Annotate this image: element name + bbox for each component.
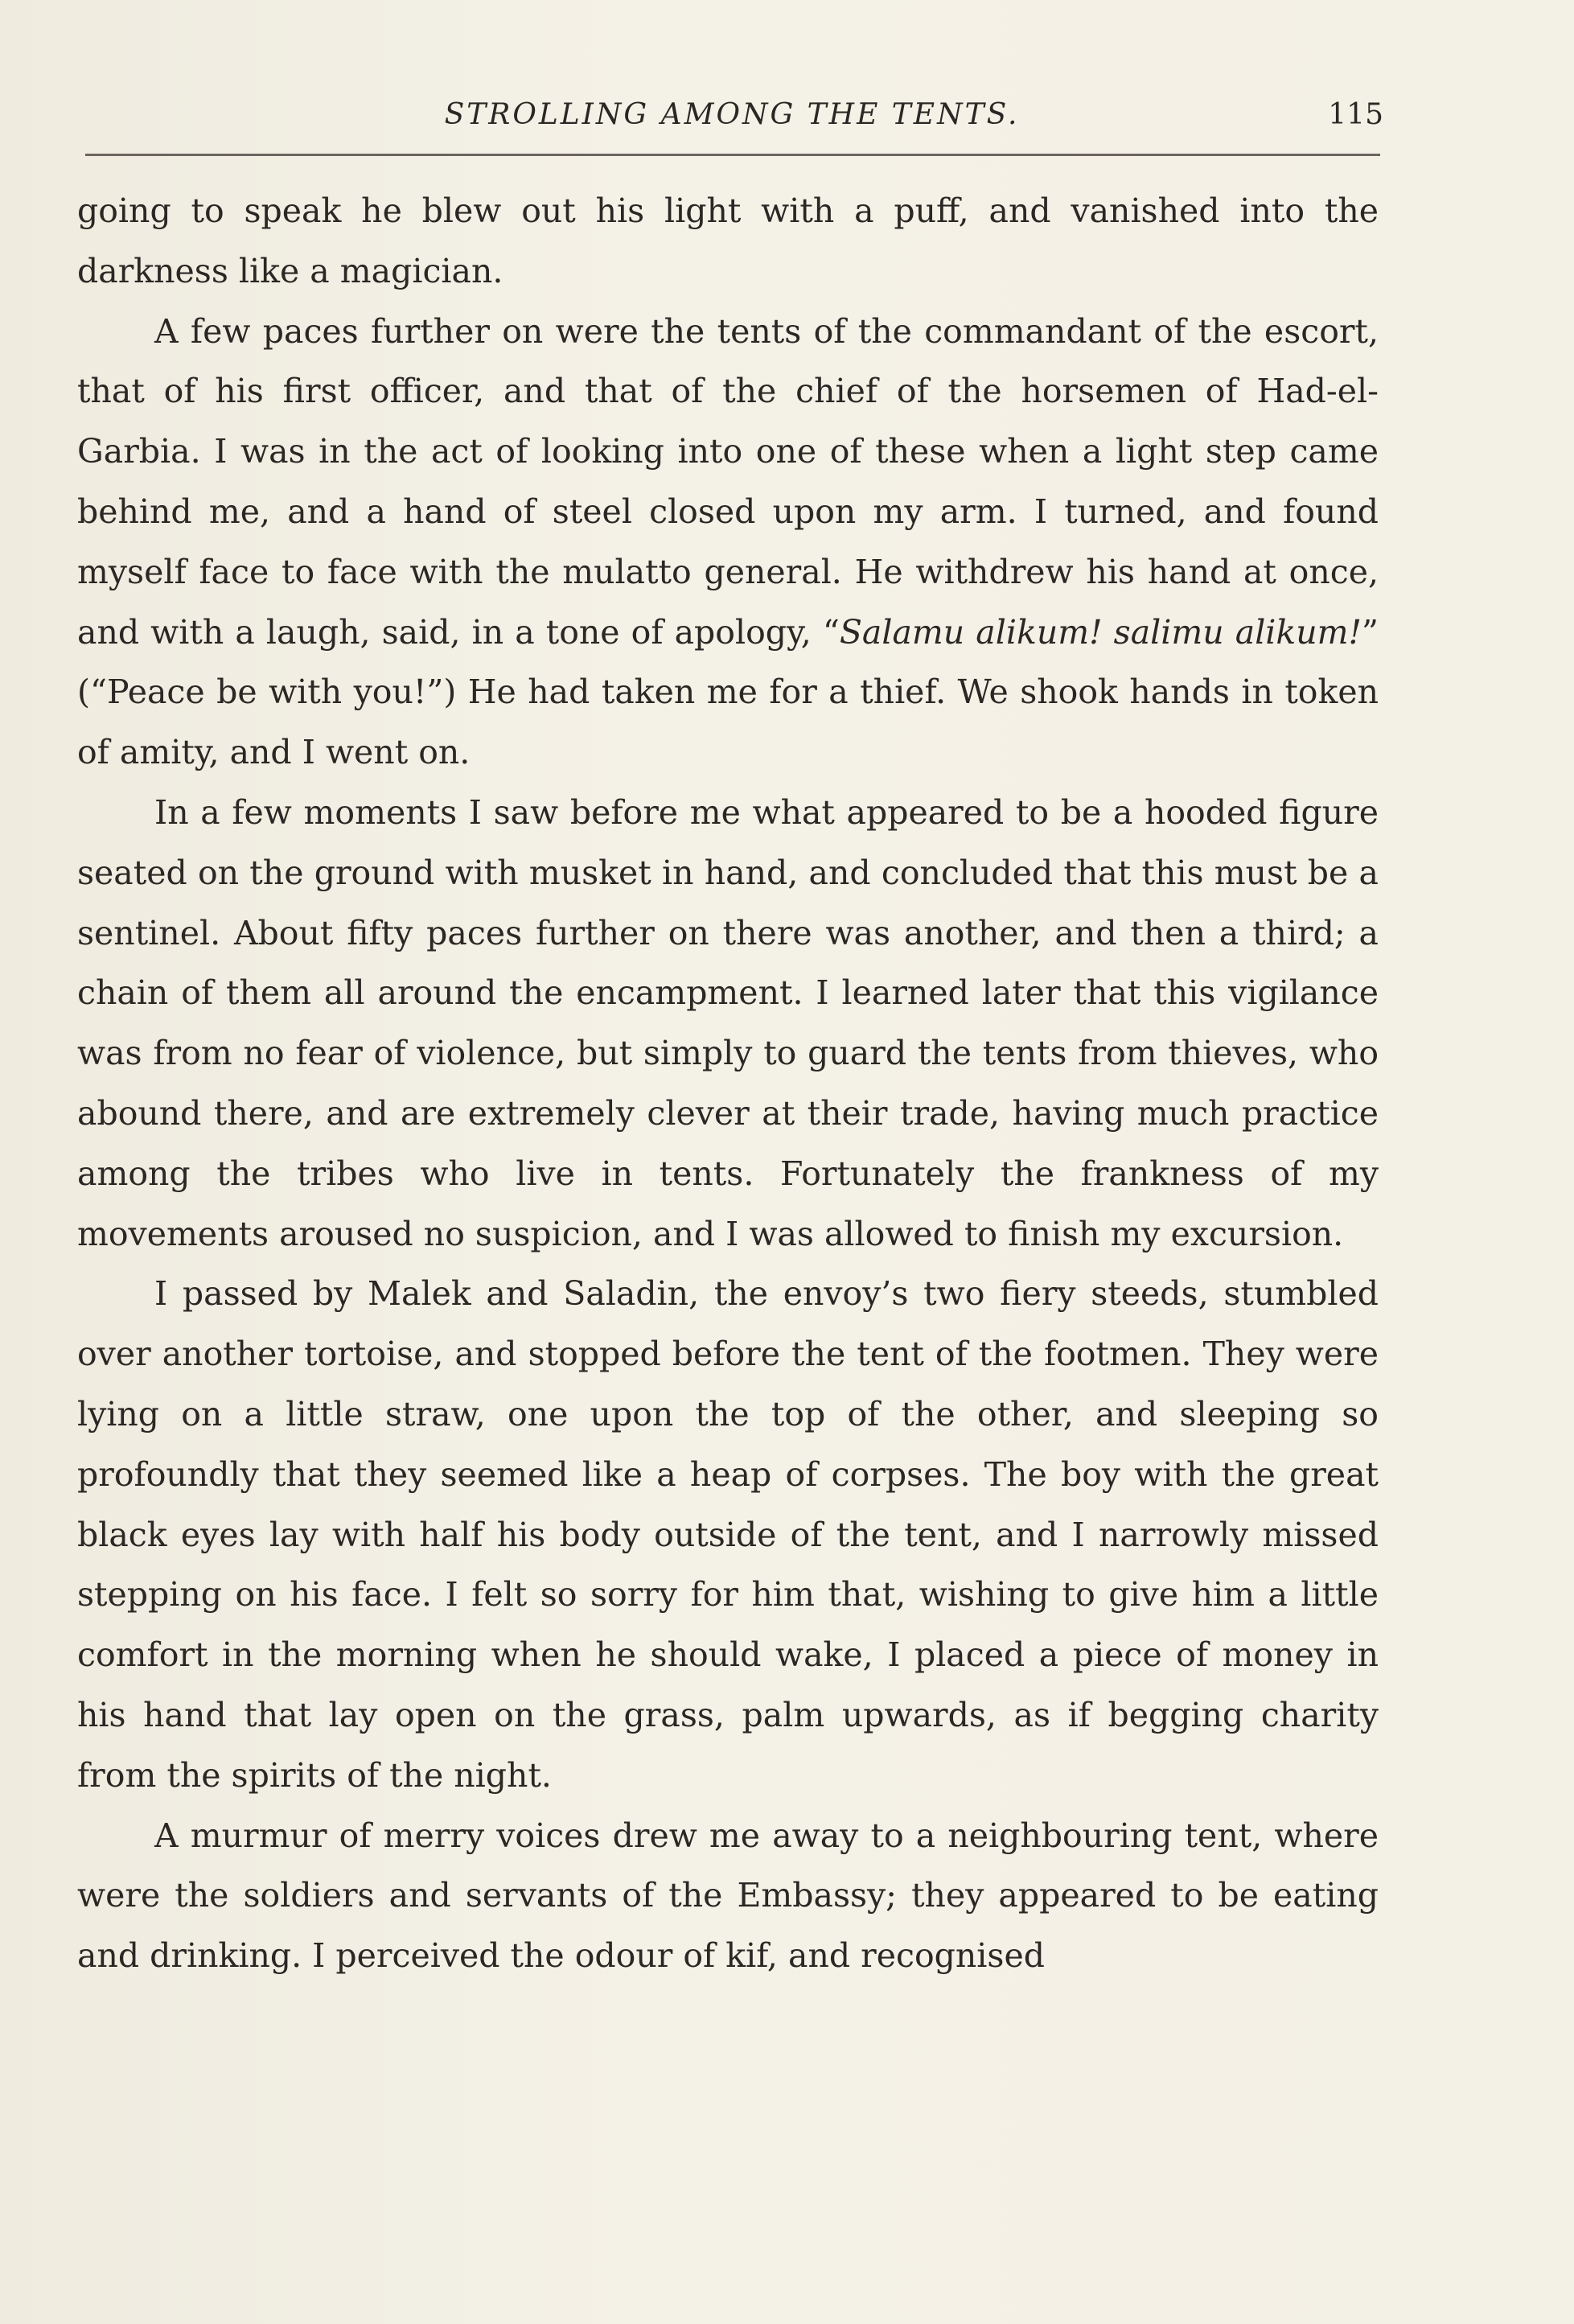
paragraph-5: A murmur of merry voices drew me away to a neighbouring tent, where were the soldiers and servants of the Embassy; they appeared to be eating and drinking. I perceived the odour of kif, and recognised (77, 1816, 1379, 1976)
running-title: STROLLING AMONG THE TENTS. (444, 98, 1020, 131)
paragraph-3: In a few moments I saw before me what appeared to be a hooded figure seated on the ground with musket in hand, and concluded that this must be a sentinel. About fifty paces further on there was another, and then a third; a chain of them all around the encampment. I learned later that this vigilance was from no fear of violence, but simply to guard the tents from thieves, who abound there, and are extremely clever at their trade, having much practice among the tribes who live in tents. Fortunately the frankness of my movements aroused no suspicion, and I was allowed to finish my excursion. (77, 792, 1379, 1253)
running-head (80, 95, 1383, 143)
header-rule (85, 154, 1380, 156)
paragraph-2-text-after: ” (“Peace be with you!”) He had taken me for a thief. We shook hands in token of amity, and I went on. (77, 612, 1379, 772)
body-text (77, 181, 1379, 1986)
paragraph-2 (77, 302, 1379, 783)
paragraph-4: I passed by Malek and Saladin, the envoy’s two fiery steeds, stumbled over another tortoise, and stopped before the tent of the footmen. They were lying on a little straw, one upon the top of the other, and sleeping so profoundly that they seemed like a heap of corpses. The boy with the great black eyes lay with half his body outside of the tent, and I narrowly missed stepping on his face. I felt so sorry for him that, wishing to give him a little comfort in the morning when he should wake, I placed a piece of money in his hand that lay open on the grass, palm upwards, as if begging charity from the spirits of the night. (77, 1274, 1379, 1795)
paragraph-2-italic-greeting: Salamu alikum! salimu alikum! (839, 612, 1362, 652)
paragraph-2-text-before: A few paces further on were the tents of the commandant of the escort, that of his first officer, and that of the chief of the horsemen of Had-el-Garbia. I was in the act of looking into one of these when a light step came behind me, and a hand of steel closed upon my arm. I turned, and found myself face to face with the mulatto general. He withdrew his hand at once, and with a laugh, said, in a tone of apology, “ (77, 311, 1379, 652)
paragraph-1: going to speak he blew out his light with a puff, and vanished into the darkness like a magician. (77, 191, 1379, 290)
page-number: 115 (1328, 98, 1383, 131)
